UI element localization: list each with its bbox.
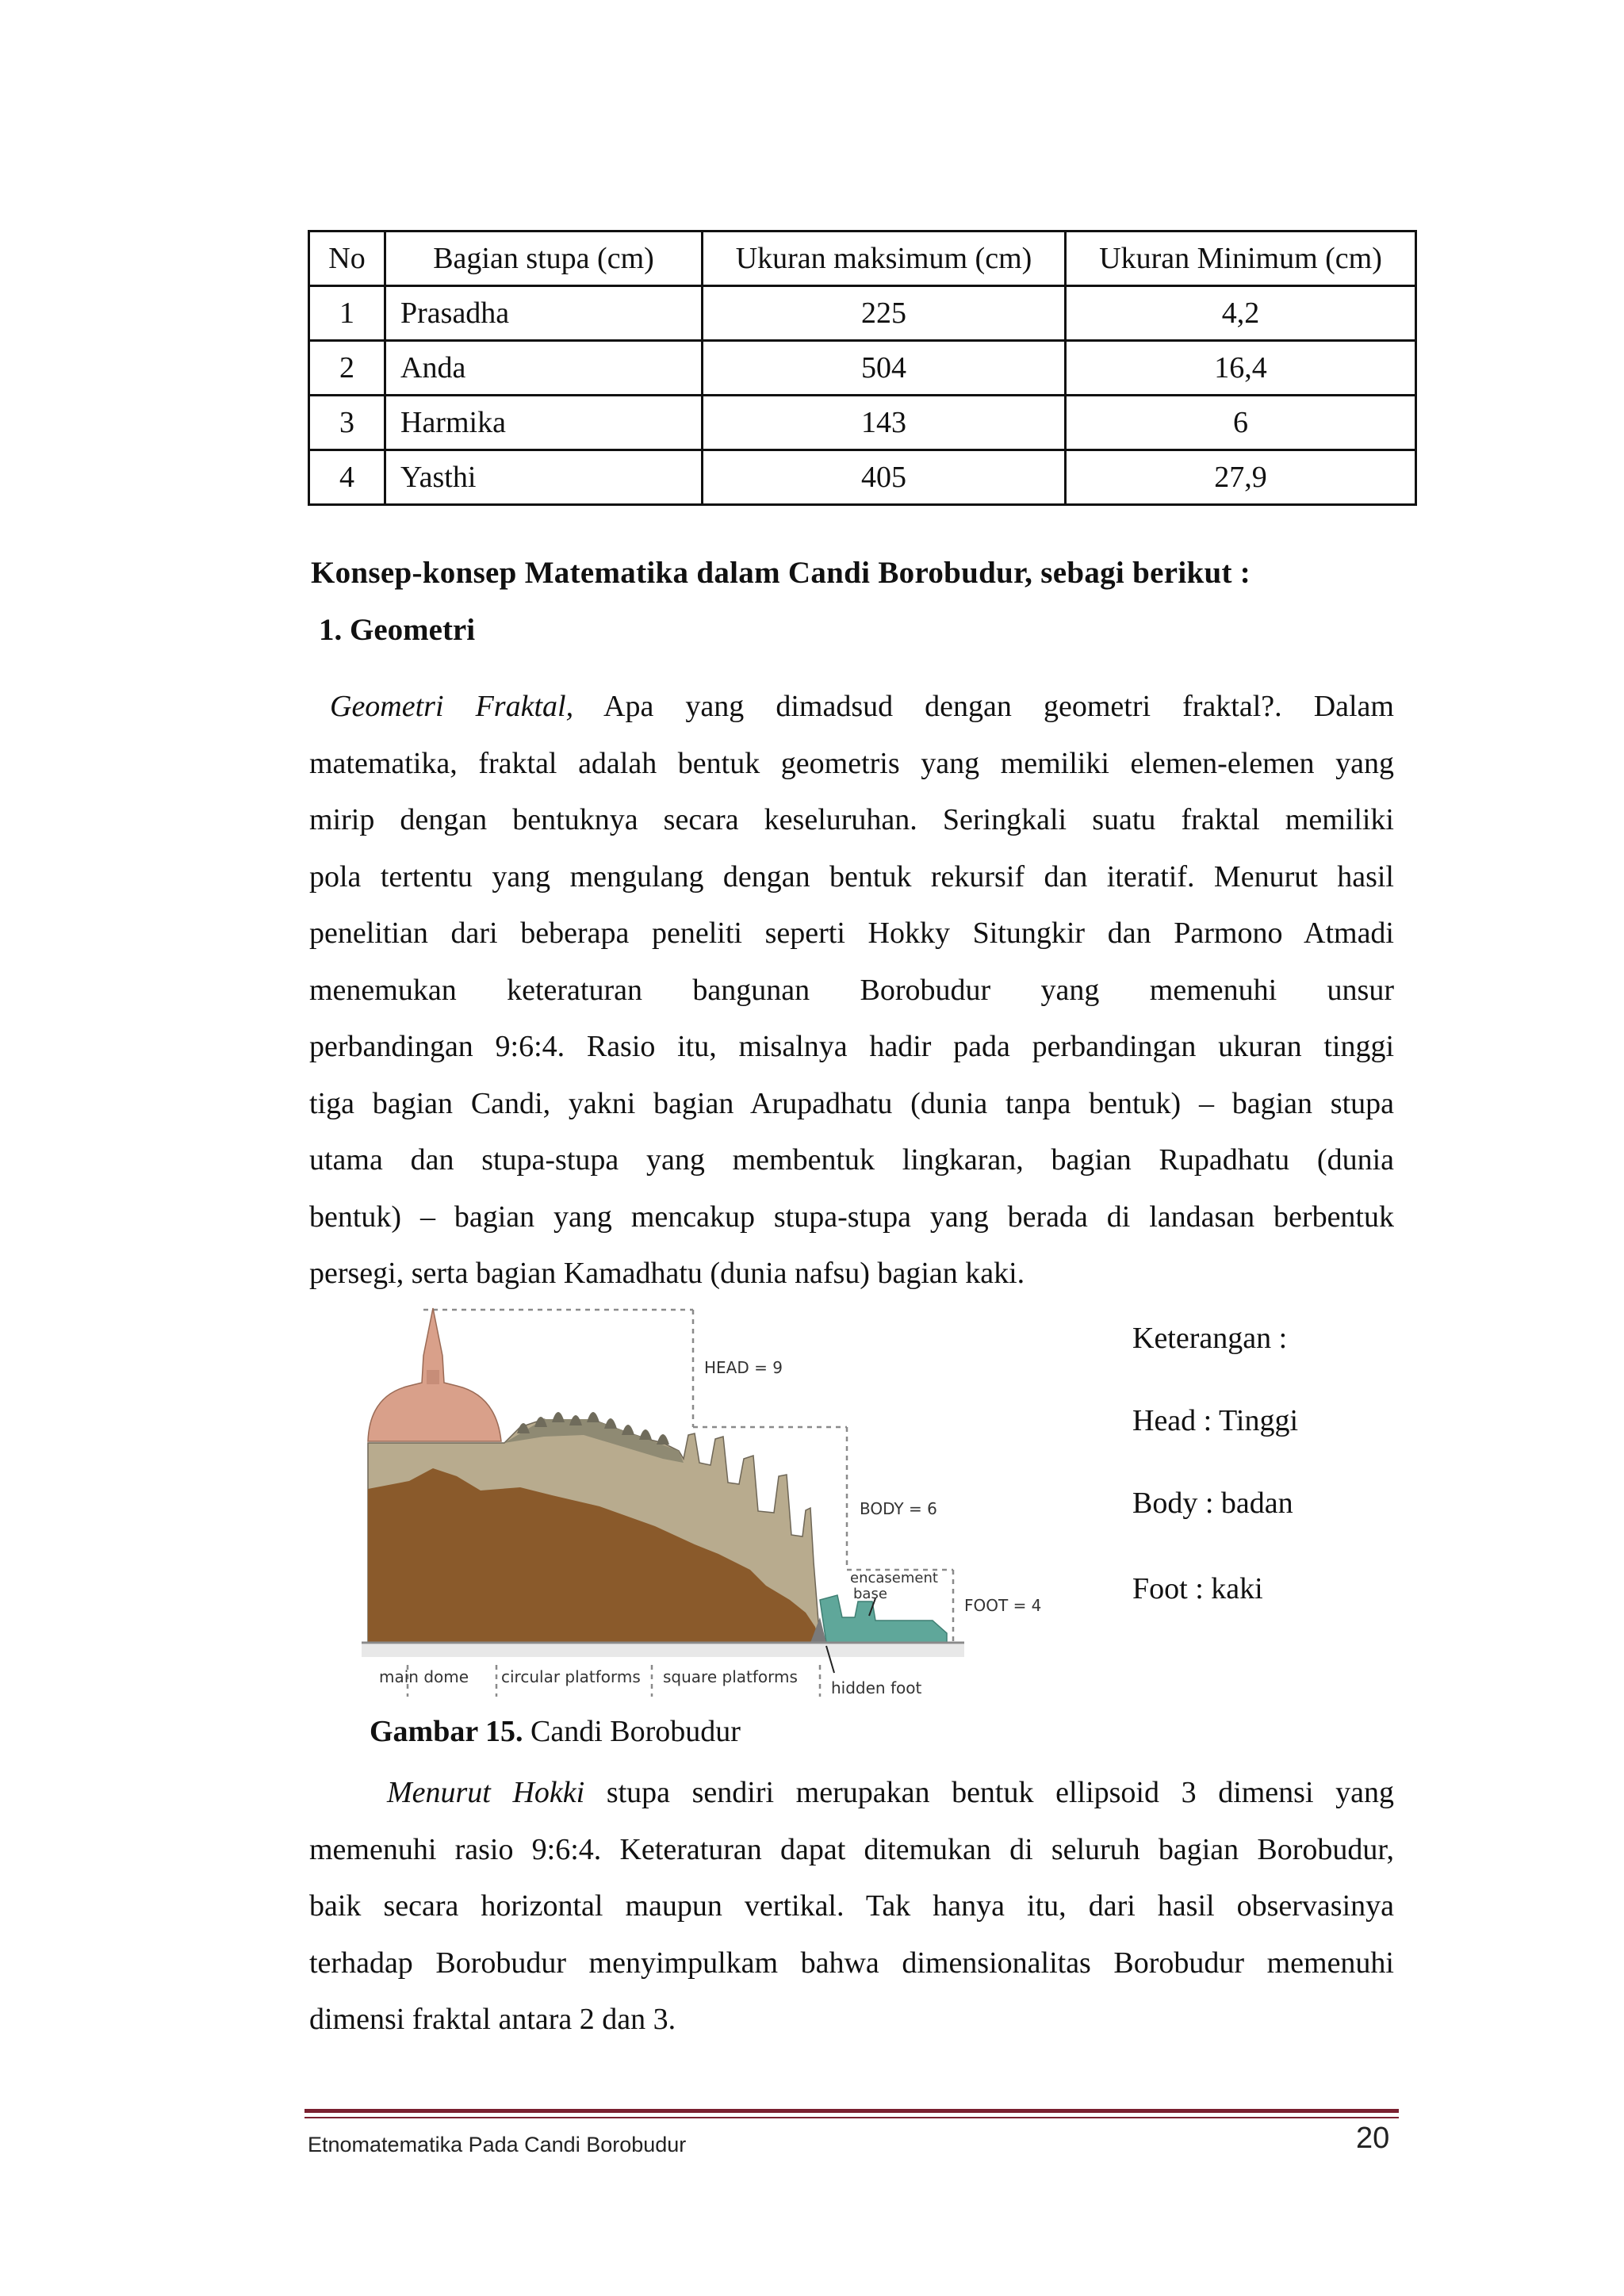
paragraph-line: perbandingan 9:6:4. Rasio itu, misalnya hadir pada perbandingan ukuran tinggi — [309, 1030, 1394, 1063]
borobudur-cross-section-figure — [362, 1300, 1044, 1701]
table-cell-max: 225 — [703, 286, 1066, 341]
table-cell-no: 4 — [309, 450, 385, 505]
subsection-heading: 1. Geometri — [319, 613, 476, 647]
stupa-size-table — [308, 230, 1417, 506]
paragraph-line: dimensi fraktal antara 2 dan 3. — [309, 2003, 676, 2036]
paragraph-line: matematika, fraktal adalah bentuk geometris yang memiliki elemen-elemen yang — [309, 746, 1394, 780]
legend-item-head: Head : Tinggi — [1132, 1404, 1299, 1437]
main-dome-label: main dome — [379, 1667, 469, 1686]
paragraph-line: memenuhi rasio 9:6:4. Keteraturan dapat ditemukan di seluruh bagian Borobudur, — [309, 1832, 1394, 1866]
paragraph-line: bentuk) – bagian yang mencakup stupa-stupa yang berada di landasan berbentuk — [309, 1200, 1394, 1234]
caption-label: Gambar 15. — [370, 1715, 523, 1748]
table-cell-min: 16,4 — [1066, 341, 1416, 396]
line-text: stupa sendiri merupakan bentuk ellipsoid 3 dimensi yang — [606, 1776, 1394, 1809]
table-cell-max: 504 — [703, 341, 1066, 396]
table-row — [309, 450, 1416, 505]
foot-shape — [820, 1595, 947, 1643]
footer-rule-thick — [304, 2109, 1399, 2113]
paragraph-line: menemukan keteraturan bangunan Borobudur yang memenuhi unsur — [309, 973, 1394, 1007]
paragraph-line — [309, 1765, 1394, 1822]
paragraph-line: persegi, serta bagian Kamadhatu (dunia nafsu) bagian kaki. — [309, 1257, 1025, 1290]
square-platforms-label: square platforms — [663, 1667, 798, 1686]
paragraph-line: pola tertentu yang mengulang dengan bentuk rekursif dan iteratif. Menurut hasil — [309, 859, 1394, 894]
foot-label: FOOT = 4 — [964, 1596, 1042, 1615]
section-heading: Konsep-konsep Matematika dalam Candi Borobudur, sebagi berikut : — [311, 556, 1251, 590]
encasement-label: encasement — [850, 1570, 938, 1586]
head-label: HEAD = 9 — [704, 1358, 783, 1377]
table-header-min: Ukuran Minimum (cm) — [1066, 232, 1416, 286]
caption-text: Candi Borobudur — [523, 1715, 741, 1748]
paragraph-line: penelitian dari beberapa peneliti seperti Hokky Situngkir dan Parmono Atmadi — [309, 916, 1394, 950]
page-number: 20 — [1356, 2122, 1390, 2155]
table-cell-max: 405 — [703, 450, 1066, 505]
harmika-shape — [427, 1370, 439, 1384]
footer-title: Etnomatematika Pada Candi Borobudur — [308, 2133, 687, 2156]
table-header-no: No — [309, 232, 385, 286]
ground-band — [362, 1644, 964, 1657]
table-row — [309, 286, 1416, 341]
italic-lead: Menurut Hokki — [387, 1776, 585, 1809]
legend-item-foot: Foot : kaki — [1132, 1572, 1263, 1605]
paragraph-line: terhadap Borobudur menyimpulkam bahwa dimensionalitas Borobudur memenuhi — [309, 1946, 1394, 1980]
table-header-row — [309, 232, 1416, 286]
paragraph-fractal — [309, 679, 1394, 1303]
legend-item-body: Body : badan — [1132, 1487, 1293, 1520]
table-cell-part: Harmika — [385, 396, 703, 450]
table-cell-part: Prasadha — [385, 286, 703, 341]
legend-title: Keterangan : — [1132, 1322, 1288, 1355]
table-cell-max: 143 — [703, 396, 1066, 450]
paragraph-line — [309, 679, 1394, 736]
body-label: BODY = 6 — [860, 1499, 937, 1518]
table-row — [309, 341, 1416, 396]
table-cell-min: 4,2 — [1066, 286, 1416, 341]
table-header-max: Ukuran maksimum (cm) — [703, 232, 1066, 286]
paragraph-line: mirip dengan bentuknya secara keseluruhan. Seringkali suatu fraktal memiliki — [309, 803, 1394, 836]
table-cell-no: 3 — [309, 396, 385, 450]
hidden-foot-label: hidden foot — [831, 1678, 922, 1697]
paragraph-line: baik secara horizontal maupun vertikal. Tak hanya itu, dari hasil observasinya — [309, 1889, 1394, 1923]
table-cell-no: 2 — [309, 341, 385, 396]
paragraph-hokki — [309, 1765, 1394, 2049]
italic-lead: Geometri Fraktal, — [330, 690, 574, 723]
table-cell-part: Yasthi — [385, 450, 703, 505]
table-cell-min: 27,9 — [1066, 450, 1416, 505]
table-cell-part: Anda — [385, 341, 703, 396]
figure-caption — [370, 1714, 741, 1749]
circular-platforms-label: circular platforms — [501, 1667, 641, 1686]
paragraph-line: utama dan stupa-stupa yang membentuk lingkaran, bagian Rupadhatu (dunia — [309, 1143, 1394, 1177]
paragraph-line: tiga bagian Candi, yakni bagian Arupadhatu (dunia tanpa bentuk) – bagian stupa — [309, 1086, 1394, 1120]
table-header-part: Bagian stupa (cm) — [385, 232, 703, 286]
base-label: base — [853, 1586, 887, 1602]
footer-rule-thin — [304, 2117, 1399, 2118]
line-text: Apa yang dimadsud dengan geometri fraktal?. Dalam — [603, 690, 1394, 723]
table-cell-no: 1 — [309, 286, 385, 341]
table-cell-min: 6 — [1066, 396, 1416, 450]
table-row — [309, 396, 1416, 450]
